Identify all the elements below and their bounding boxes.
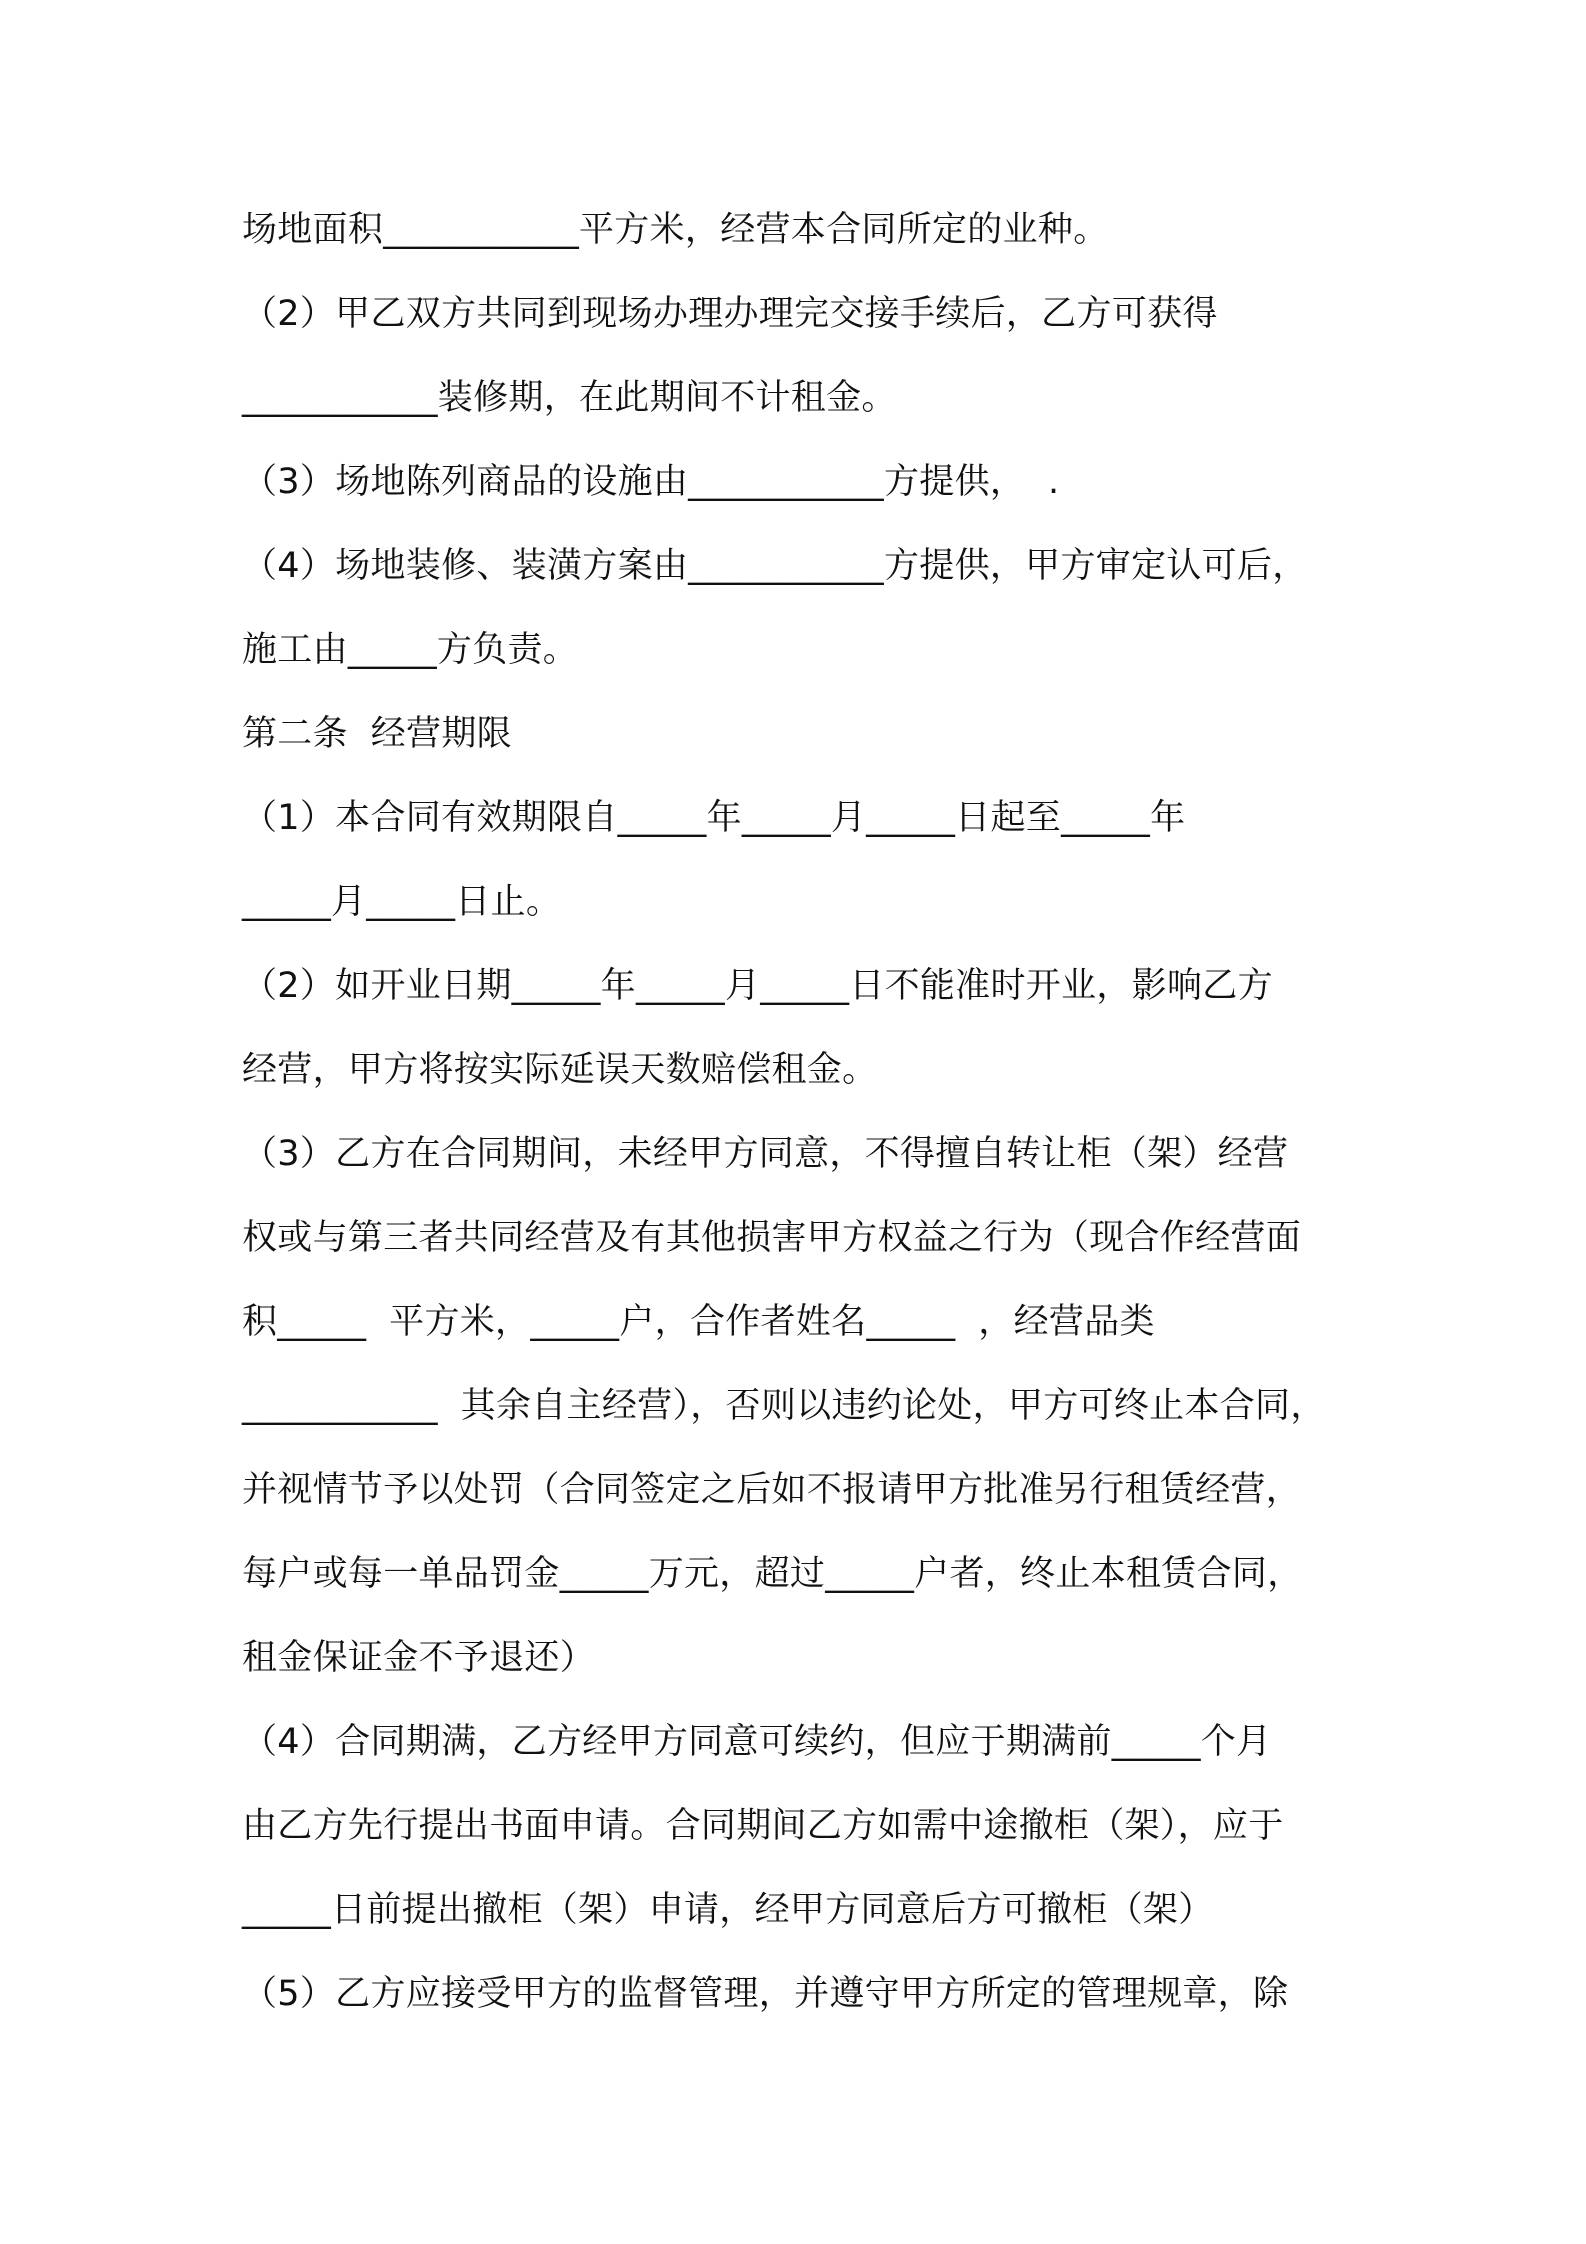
text-line: _____月_____日止。 — [242, 882, 562, 922]
section-heading: 第二条 经营期限 — [242, 714, 512, 754]
text-line: （2）如开业日期_____年_____月_____日不能准时开业，影响乙方 — [242, 966, 1273, 1006]
text-line: 积_____ 平方米，_____户，合作者姓名_____ ，经营品类 — [242, 1302, 1155, 1342]
text-line: ___________装修期，在此期间不计租金。 — [242, 378, 897, 418]
text-line: （1）本合同有效期限自_____年_____月_____日起至_____年 — [242, 798, 1186, 838]
text-line: （2）甲乙双方共同到现场办理办理完交接手续后，乙方可获得 — [242, 294, 1218, 334]
text-line: _____日前提出撤柜（架）申请，经甲方同意后方可撤柜（架） — [242, 1890, 1214, 1930]
text-line: （4）合同期满，乙方经甲方同意可续约，但应于期满前_____个月 — [242, 1722, 1272, 1762]
text-line: （5）乙方应接受甲方的监督管理，并遵守甲方所定的管理规章，除 — [242, 1974, 1289, 2014]
text-line: ___________ 其余自主经营），否则以违约论处，甲方可终止本合同， — [242, 1386, 1326, 1426]
text-line: 施工由_____方负责。 — [242, 630, 579, 670]
text-line: 并视情节予以处罚（合同签定之后如不报请甲方批准另行租赁经营， — [242, 1470, 1302, 1510]
text-line: 经营，甲方将按实际延误天数赔偿租金。 — [242, 1050, 878, 1090]
text-line: （3）乙方在合同期间，未经甲方同意，不得擅自转让柜（架）经营 — [242, 1134, 1289, 1174]
text-line: 权或与第三者共同经营及有其他损害甲方权益之行为（现合作经营面 — [242, 1218, 1302, 1258]
text-line: （4）场地装修、装潢方案由___________方提供，甲方审定认可后， — [242, 546, 1308, 586]
text-line: （3）场地陈列商品的设施由___________方提供， . — [242, 462, 1060, 502]
text-line: 每户或每一单品罚金_____万元，超过_____户者，终止本租赁合同， — [242, 1554, 1303, 1594]
text-line: 场地面积___________平方米，经营本合同所定的业种。 — [242, 210, 1109, 250]
text-line: 租金保证金不予退还） — [242, 1638, 596, 1678]
text-line: 由乙方先行提出书面申请。合同期间乙方如需中途撤柜（架），应于 — [242, 1806, 1284, 1846]
